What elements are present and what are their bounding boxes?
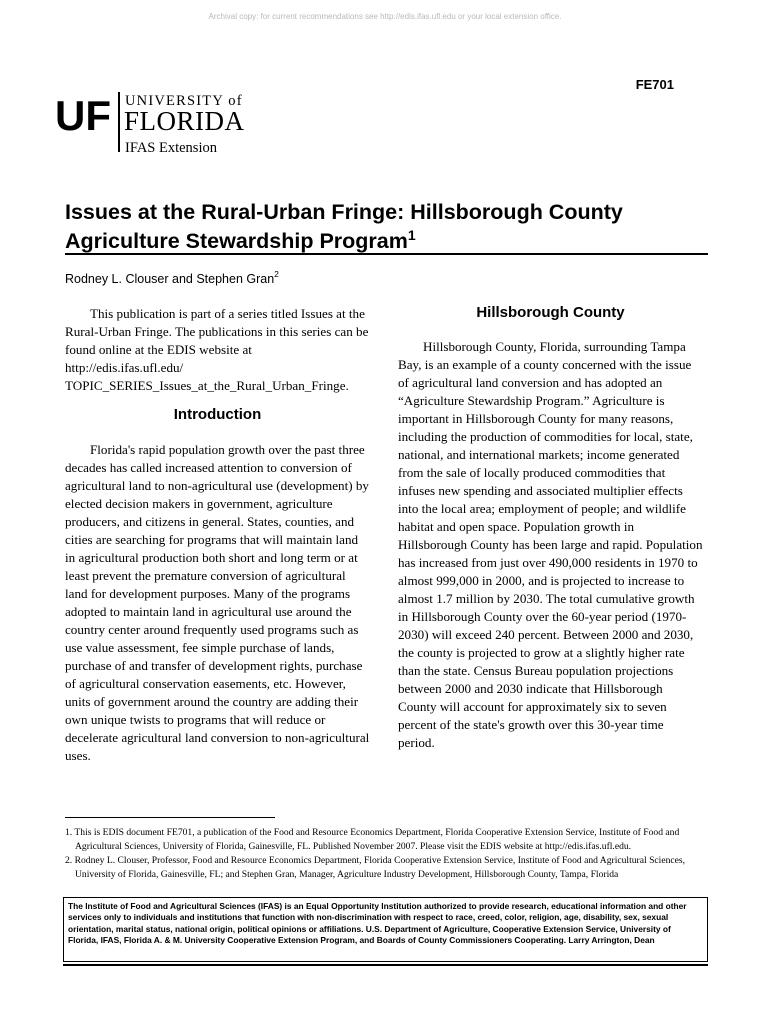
title-underline-rule: [65, 253, 708, 255]
logo-florida: FLORIDA: [124, 106, 245, 136]
introduction-paragraph-text: Florida's rapid population growth over the past three decades has called increased attention to conversion of agricultural land to non-agricultural use (development) by elected decision makers in government, agriculture producers, and citizens in general. States, counties, and cities are searching for programs that will maintain land in agricultural production both short and long term or at least prevent the premature conversion of agricultural land for development purposes. Many of the programs adopted to maintain land in agricultural use around the country center around frequently used programs such as use value assessment, fee simple purchase of lands, purchase of and transfer of development rights, purchase of agricultural conservation easements, etc. However, units of government around the country are adding their own unique twists to programs that will reduce or decelerate agricultural land conversion to non-agricultural uses.: [65, 442, 370, 763]
title-line-2-text: Agriculture Stewardship Program: [65, 229, 408, 253]
logo-university-of: UNIVERSITY of: [125, 93, 243, 109]
footnote-2: 2. Rodney L. Clouser, Professor, Food and Resource Economics Department, Florida Cooperative Extension Service, Institute of Food and Agricultural Sciences, University of Florida, Gainesville, FL; and Stephen Gran, Manager, Agriculture Industry Development, Hillsborough County, Tampa, Florida: [65, 855, 686, 880]
eeo-bottom-rule: [63, 964, 708, 966]
document-id: FE701: [635, 77, 674, 92]
series-paragraph: [65, 305, 370, 395]
series-paragraph-text: This publication is part of a series titled Issues at the Rural-Urban Fringe. The publications in this series can be found online at the EDIS website at http://edis.ifas.ufl.edu/ TOPIC_SERIES_Issues_at_the_Rural_Urban_Fringe.: [65, 306, 369, 393]
hillsborough-paragraph: [398, 338, 703, 752]
hillsborough-county-heading: Hillsborough County: [476, 304, 625, 321]
title-line-1: Issues at the Rural-Urban Fringe: Hillsborough County: [65, 200, 623, 224]
eeo-statement-box: [63, 897, 708, 962]
footnote-1: 1. This is EDIS document FE701, a publication of the Food and Resource Economics Department, Florida Cooperative Extension Service, Institute of Food and Agricultural Sciences, University of Florida, Gainesville, FL. Published November 2007. Please visit the EDIS website at http://edis.ifas.ufl.edu.: [65, 827, 680, 852]
authors-footnote-mark: 2: [274, 269, 279, 279]
hillsborough-paragraph-text: Hillsborough County, Florida, surrounding Tampa Bay, is an example of a county concerned with the issue of agricultural land conversion and has adopted an “Agriculture Stewardship Program.” Agriculture is important in Hillsborough County for many reasons, including the production of commodities for local, state, national, and international markets; income generated from the sale of locally produced commodities that infuses new spending and associated multiplier effects into the local area; employment of people; and wildlife habitat and open space. Population growth in Hillsborough County has been large and rapid. Population has increased from just over 490,000 residents in 1970 to almost 999,000 in 2000, and is projected to increase to almost 1.7 million by 2030. The total cumulative growth in Hillsborough County over the 60-year period (1970-2030) will exceed 240 percent. Between 2000 and 2030, the county is projected to grow at a slightly higher rate than the state. Census Bureau population projections between 2000 and 2030 indicate that Hillsborough County will account for approximately six to seven percent of the state's growth over this 30-year time period.: [398, 339, 703, 750]
introduction-paragraph: [65, 441, 370, 765]
archival-note: Archival copy: for current recommendations see http://edis.ifas.ufl.edu or your local extension office.: [208, 12, 562, 21]
authors-line: [65, 269, 279, 286]
eeo-statement-text: The Institute of Food and Agricultural Sciences (IFAS) is an Equal Opportunity Institution authorized to provide research, educational information and other services only to individuals and institutions that function with non-discrimination with respect to race, creed, color, religion, age, disability, sex, sexual orientation, marital status, national origin, political opinions or affiliations. U.S. Department of Agriculture, Cooperative Extension Service, University of Florida, IFAS, Florida A. & M. University Cooperative Extension Program, and Boards of County Commissioners Cooperating. Larry Arrington, Dean: [68, 901, 687, 946]
introduction-heading: Introduction: [173, 406, 262, 423]
title-footnote-mark: 1: [407, 227, 416, 243]
logo-divider: [118, 92, 120, 152]
authors-text: Rodney L. Clouser and Stephen Gran: [65, 272, 275, 286]
title-line-2: [65, 227, 710, 256]
uf-ifas-logo: [55, 88, 295, 158]
footnotes: [65, 826, 710, 882]
logo-ifas-extension: IFAS Extension: [125, 140, 217, 156]
footnotes-rule: [65, 817, 275, 818]
logo-uf-text: UF: [55, 92, 111, 139]
document-title: [65, 198, 710, 256]
